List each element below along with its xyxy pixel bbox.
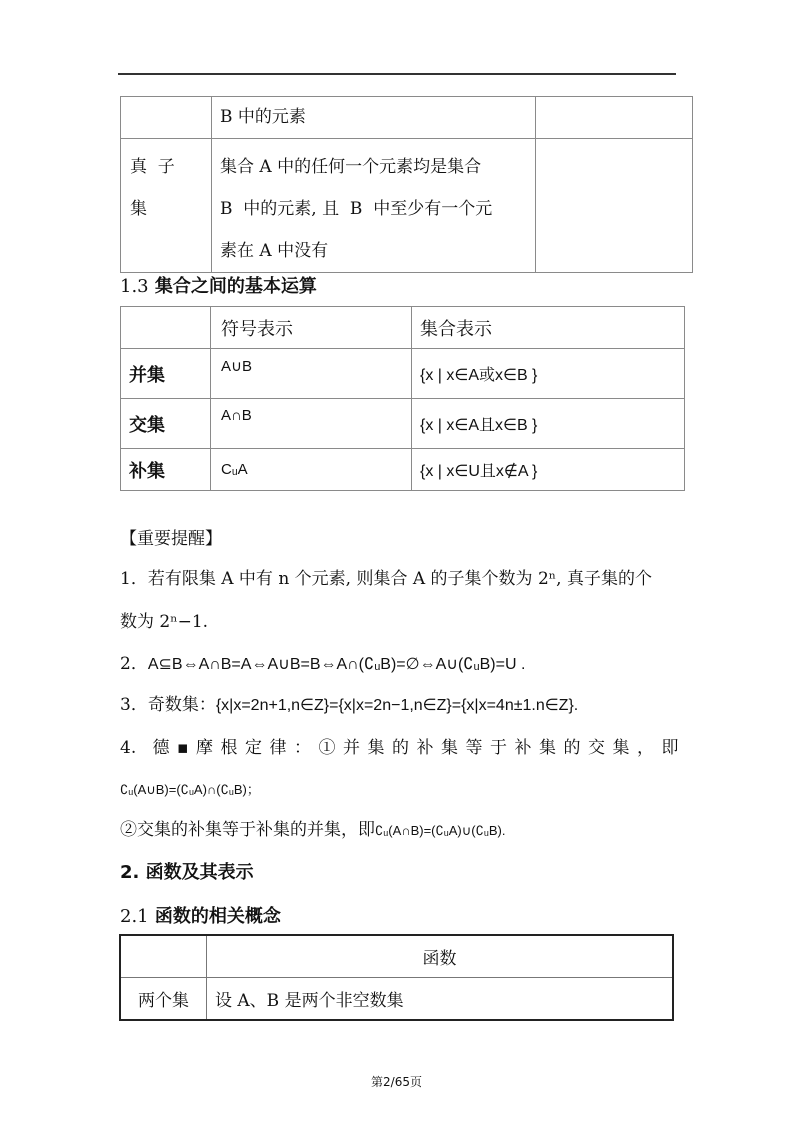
term-line: 真 子 [130, 157, 175, 177]
term-cell: 两个集 [120, 978, 207, 1021]
header-cell: 集合表示 [412, 307, 685, 349]
reminder-2: 2．A⊆B⇔A∩B=A⇔A∪B=B⇔A∩(∁ᵤB)=∅⇔A∪(∁ᵤB)=U . [120, 654, 526, 674]
table-header-row [121, 307, 685, 349]
operation-set: {x | x∈U且x∉A } [412, 449, 685, 491]
header-cell [120, 935, 207, 978]
header-cell [121, 307, 211, 349]
table-row [121, 139, 693, 273]
operation-symbol: A∪B [211, 349, 412, 399]
operation-name: 补集 [121, 449, 211, 491]
header-cell: 符号表示 [211, 307, 412, 349]
table-row [121, 349, 685, 399]
operation-name: 并集 [121, 349, 211, 399]
section-heading: 2. 函数及其表示 [120, 862, 254, 883]
notation-cell [536, 139, 693, 273]
term-cell [121, 97, 212, 139]
section-heading: 1.3 集合之间的基本运算 [120, 276, 317, 297]
table-row [121, 399, 685, 449]
reminder-1-line-2: 数为 2ⁿ−1. [120, 612, 209, 632]
header-rule [118, 73, 676, 75]
header-cell: 函数 [207, 935, 674, 978]
definition-cell: 设 A、B 是两个非空数集 [207, 978, 674, 1021]
table-row [121, 97, 693, 139]
operation-set: {x | x∈A或x∈B } [412, 349, 685, 399]
operation-symbol: A∩B [211, 399, 412, 449]
operation-set: {x | x∈A且x∈B } [412, 399, 685, 449]
notation-cell [536, 97, 693, 139]
reminder-4-line-3: ②交集的补集等于补集的并集，即∁ᵤ(A∩B)=(∁ᵤA)∪(∁ᵤB). [120, 820, 506, 840]
reminder-1-line-1: 1．若有限集 A 中有 n 个元素, 则集合 A 的子集个数为 2ⁿ, 真子集的个 [120, 569, 652, 589]
subsection-heading: 2.1 函数的相关概念 [120, 906, 281, 927]
reminder-4-line-2: ∁ᵤ(A∪B)=(∁ᵤA)∩(∁ᵤB)； [120, 782, 260, 797]
function-table [119, 934, 674, 1021]
term-line: 集 [130, 199, 147, 219]
reminder-4-line-1: 4. 德▪摩根定律：①并集的补集等于补集的交集，即 [120, 738, 686, 758]
definition-cell [212, 139, 536, 273]
table-row [120, 978, 673, 1021]
reminder-3: 3．奇数集：{x|x=2n+1,n∈Z}={x|x=2n−1,n∈Z}={x|x=4n±1.n∈Z}. [120, 695, 579, 715]
operation-name: 交集 [121, 399, 211, 449]
definition-cell: B 中的元素 [212, 97, 536, 139]
table-row [121, 449, 685, 491]
table-header-row [120, 935, 673, 978]
definition-line: 素在 A 中没有 [220, 241, 329, 261]
operation-symbol: CᵤA [211, 449, 412, 491]
definition-line: 集合 A 中的任何一个元素均是集合 [220, 157, 482, 177]
definition-line: B 中的元素, 且 B 中至少有一个元 [220, 199, 493, 219]
subset-table [120, 96, 693, 273]
reminders-title: 【重要提醒】 [120, 529, 222, 549]
term-cell [121, 139, 212, 273]
page-number: 第2/65页 [371, 1075, 422, 1089]
operations-table [120, 306, 685, 491]
